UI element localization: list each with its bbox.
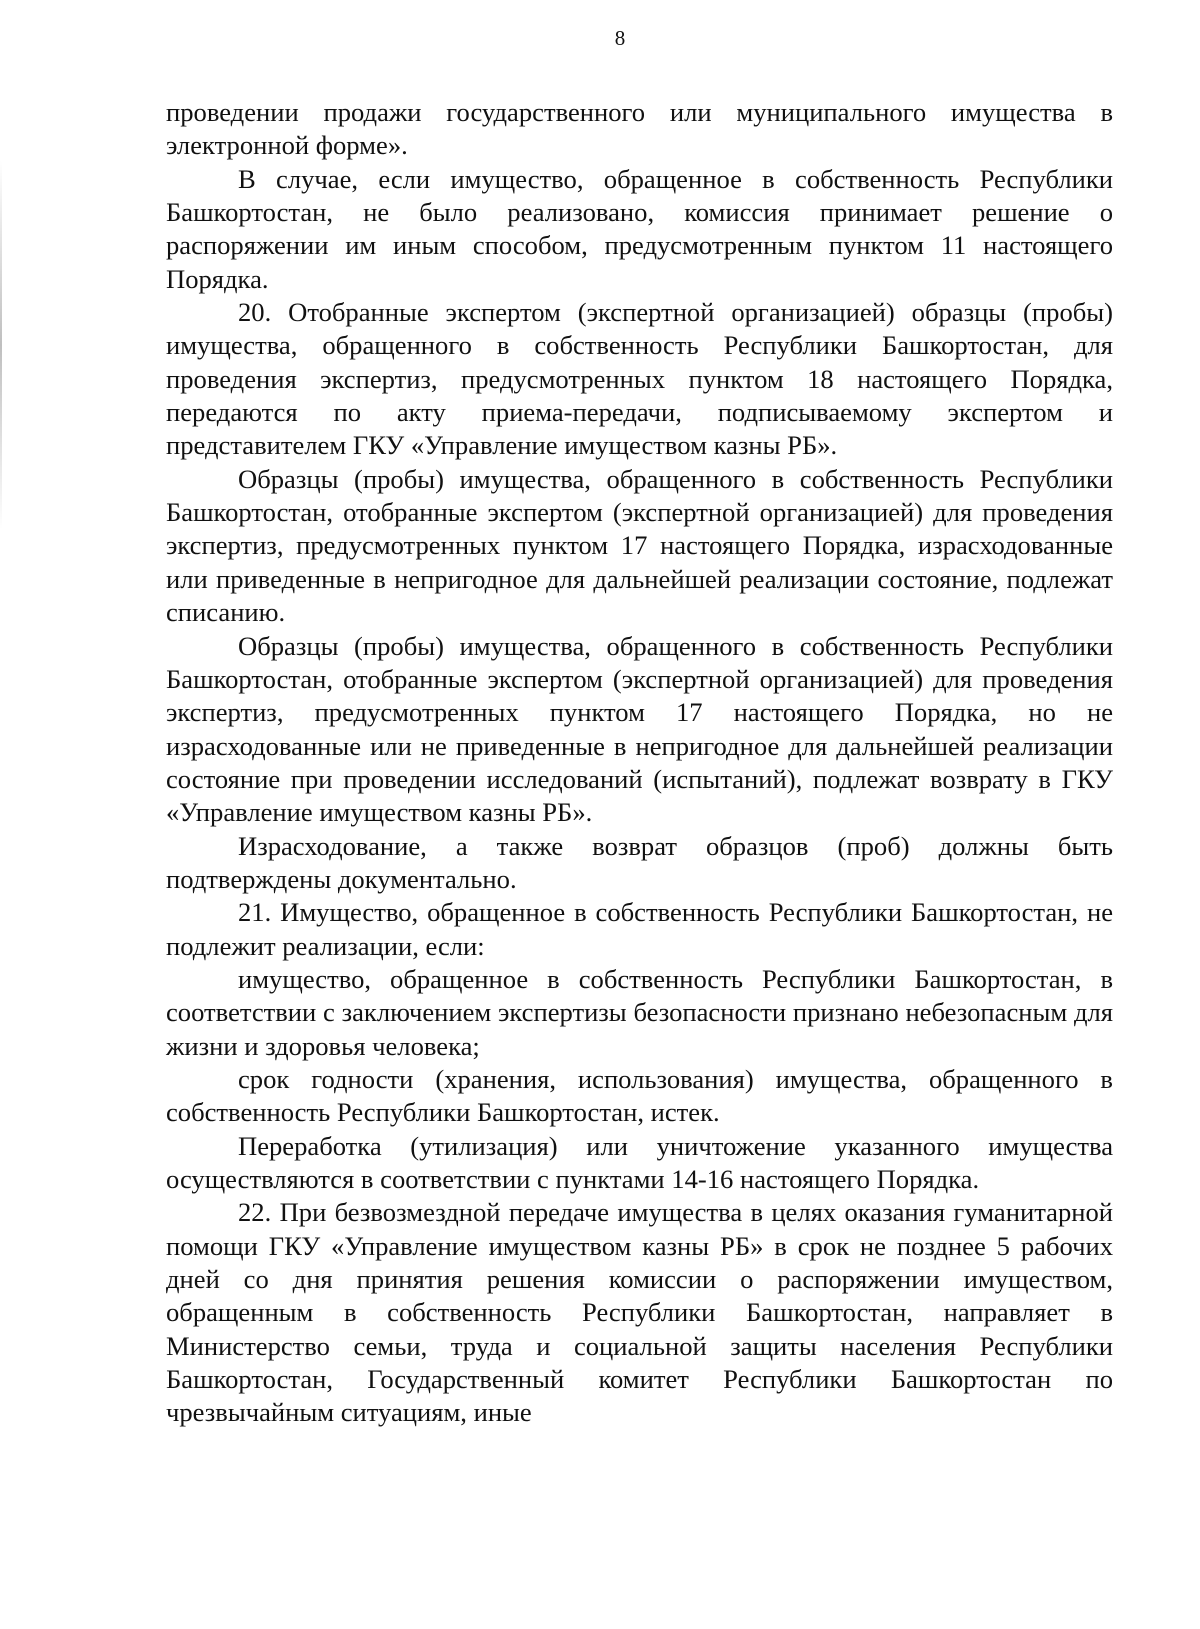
- document-body: [166, 96, 1113, 1430]
- paragraph-documentation: Израсходование, а также возврат образцов (проб) должны быть подтверждены документально.: [166, 830, 1113, 894]
- page-number: 8: [614, 26, 626, 50]
- scan-edge-shadow: [0, 160, 2, 530]
- paragraph-continuation: проведении продажи государственного или муниципального имущества в электронной форме».: [166, 97, 1113, 161]
- paragraph-unsold-property: В случае, если имущество, обращенное в собственность Республики Башкортостан, не было реализовано, комиссия принимает решение о распоряжении им иным способом, предусмотренным пунктом 11 настоящего Порядка.: [166, 163, 1113, 294]
- paragraph-item-21: 21. Имущество, обращенное в собственность Республики Башкортостан, не подлежит реализации, если:: [166, 897, 1113, 961]
- paragraph-item-20: 20. Отобранные экспертом (экспертной организацией) образцы (пробы) имущества, обращенного в собственность Республики Башкортостан, для проведения экспертиз, предусмотренных пунктом 18 настоящего Порядка, передаются по акту приема-передачи, подписываемому экспертом и представителем ГКУ «Управление имуществом казны РБ».: [166, 297, 1113, 461]
- paragraph-expired-property: срок годности (хранения, использования) имущества, обращенного в собственность Республики Башкортостан, истек.: [166, 1063, 1113, 1128]
- paragraph-disposal: Переработка (утилизация) или уничтожение указанного имущества осуществляются в соответствии с пунктами 14-16 настоящего Порядка.: [166, 1130, 1113, 1194]
- paragraph-samples-returned: Образцы (пробы) имущества, обращенного в собственность Республики Башкортостан, отобранные экспертом (экспертной организацией) для проведения экспертиз, предусмотренных пунктом 17 настоящего Порядка, но не израсходованные или не приведенные в непригодное для дальнейшей реализации состояние при проведении исследований (испытаний), подлежат возврату в ГКУ «Управление имуществом казны РБ».: [166, 630, 1113, 828]
- paragraph-item-22: 22. При безвозмездной передаче имущества в целях оказания гуманитарной помощи ГКУ «Управление имуществом казны РБ» в срок не позднее 5 рабочих дней со дня принятия решения комиссии о распоряжении имуществом, обращенным в собственность Республики Башкортостан, направляет в Министерство семьи, труда и социальной защиты населения Республики Башкортостан, Государственный комитет Республики Башкортостан по чрезвычайным ситуациям, иные: [166, 1197, 1113, 1428]
- paragraph-unsafe-property: имущество, обращенное в собственность Республики Башкортостан, в соответствии с заключением экспертизы безопасности признано небезопасным для жизни и здоровья человека;: [166, 963, 1113, 1061]
- paragraph-samples-consumed: Образцы (пробы) имущества, обращенного в собственность Республики Башкортостан, отобранные экспертом (экспертной организацией) для проведения экспертиз, предусмотренных пунктом 17 настоящего Порядка, израсходованные или приведенные в непригодное для дальнейшей реализации состояние, подлежат списанию.: [166, 463, 1113, 628]
